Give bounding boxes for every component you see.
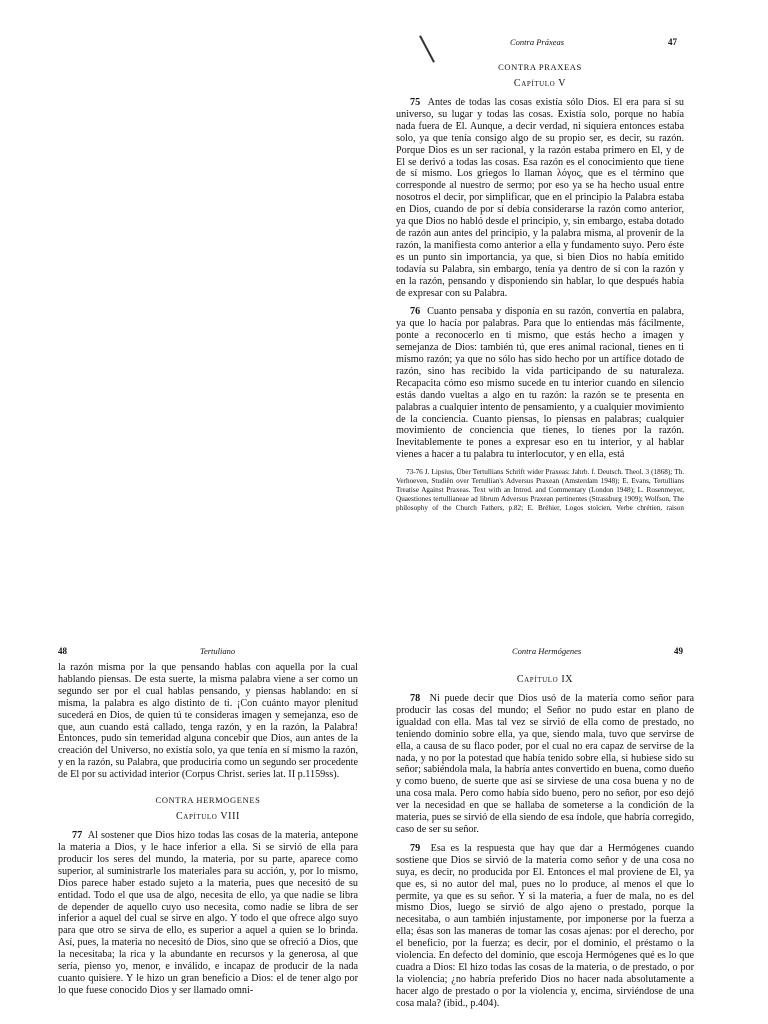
- page-number: 47: [668, 37, 677, 47]
- running-header: Contra Práxeas: [510, 37, 565, 47]
- page-number: 49: [674, 646, 683, 656]
- page-number: 48: [58, 646, 67, 656]
- running-header: Tertuliano: [200, 646, 236, 656]
- paragraph-number: 78: [410, 693, 421, 704]
- paragraph-79: [396, 843, 694, 1010]
- page-47: [384, 0, 768, 512]
- blank-page: [0, 0, 384, 512]
- paragraph-number: 75: [410, 97, 421, 108]
- section-title: CONTRA HERMOGENES: [155, 795, 261, 806]
- paragraph-78: [396, 693, 694, 836]
- page-body: [396, 668, 694, 1017]
- paragraph-number: 77: [72, 830, 83, 842]
- page-body: [396, 62, 684, 522]
- section-title: CONTRA PRAXEAS: [498, 62, 582, 72]
- paragraph-76: [396, 306, 684, 461]
- paragraph-75: [396, 97, 684, 299]
- paragraph-text: Cuanto pensaba y disponía en su razón, convertía en palabra, ya que lo hacía por palabras. Para que lo entiendas más fácilmente, ponte a reconocerlo en ti mismo, que estás hecho a imagen y semejanza de Dios: también tú, que eres animal racional, tienes en ti mismo razón; ya que no sólo has sido hecho por un artífice dotado de razón, sino has recibido la vida participando de su naturaleza. Recapacita cómo eso mismo sucede en tu interior cuando en silencio estás dando vueltas a algo en tu razón: la razón se te presenta en palabras a cualquier intento de pensamiento, y a cualquier movimiento de la conciencia. Cuanto piensas, lo piensas en palabras; cualquier movimiento de conciencia que tienes, lo tienes por la razón. Inevitablemente te pones a expresar eso en tu interior, y al hablar vienes a hacer a tu palabra tu interlocutor, y en ella, está: [396, 306, 684, 461]
- pen-mark: [419, 35, 435, 62]
- chapter-heading: Capítulo V: [513, 78, 567, 89]
- chapter-heading: Capítulo IX: [516, 674, 574, 685]
- paragraph-77: [58, 830, 358, 997]
- continuation-text: la razón misma por la que pensando hablas con aquella por la cual hablando piensas. De esta suerte, la misma palabra viene a ser como un segundo ser por el cual hablas pensando, y piensas hablando: en sí misma, la palabra es algo distinto de ti. ¡Con cuánto mayor plenitud sucederá en Dios, de quien tú te consideras imagen y semejanza, eso de que, aun cuando está callado, tenga razón, y en la razón, la Palabra! Entonces, pudo sin temeridad alguna concebir que Dios, aun antes de la creación del Universo, no existía solo, ya que tenía en sí mismo la razón, y en la razón, su Palabra, que produciría como un segundo ser procedente de El por su actividad interior (Corpus Christ. series lat. II p.1159ss).: [58, 662, 358, 781]
- page-body: [58, 662, 358, 1004]
- page-49: [384, 512, 768, 1024]
- paragraph-number: 79: [410, 842, 421, 854]
- paragraph-number: 76: [410, 306, 421, 318]
- page-48: [0, 512, 384, 1024]
- paragraph-text: Antes de todas las cosas existía sólo Dios. El era para sí su universo, su lugar y todas las cosas. Existía solo, porque no había nada fuera de El. Aunque, a decir verdad, ni siquiera entonces estaba solo, ya que tenía consigo algo de su propio ser, es decir, su razón. Porque Dios es un ser racional, y la razón estaba primero en El, y de El se derivó a todas las cosas. Esa razón es el conocimiento que tiene de sí mismo. Los griegos lo llaman λόγος, que es el término que corresponde al nuestro de sermo; por eso ya se ha hecho usual entre nosotros el decir, por simplificar, que en el principio la Palabra estaba en Dios, cuando de por sí debía considerarse la razón como anterior, ya que Dios no habló desde el principio, y, sin embargo, estaba dotado de razón aun antes del principio, y la palabra misma, al provenir de la razón, la manifiesta como anterior a ella y fundamento suyo. Pero éste es un punto sin importancia, ya que, si bien Dios no había emitido todavía su Palabra, sin embargo, tenía ya dentro de sí con la razón y en la razón, pensando y disponiendo sin hablar, lo que después había de expresar con su Palabra.: [396, 97, 684, 299]
- running-header: Contra Hermógenes: [512, 646, 582, 656]
- paragraph-text: Ni puede decir que Dios usó de la materia como señor para producir las cosas del mundo; el Señor no pudo estar en plano de igualdad con ella. Mas tal vez se sirvió de ella como de prestado, no teniendo dominio sobre ella, ya que, siendo mala, tuvo que servirse de ella, a causa de su flaco poder, por el cual no era capaz de servirse de la nada, y no por la potestad que había tenido sobre ella, si hubiese sido su señor; sabiéndola mala, la habría antes convertido en buena, como dueño y como bueno, de suerte que así se sirviese de una cosa buena y no de una cosa mala. Pero como había sido bueno, pero no señor, por eso dejó ver la necesidad en que se hallaba de someterse a la condición de la materia, pues se sirvió de ella siendo de esa índole, que habría corregido, caso de ser su señor.: [396, 693, 694, 835]
- paragraph-text: Al sostener que Dios hizo todas las cosas de la materia, antepone la materia a Dios, y le hace inferior a ella. Si se sirvió de ella para producir los seres del mundo, la materia, por su parte, aparece como superior, al suministrarle los materiales para su acción, y, por lo mismo, Dios parece haber estado sujeto a la materia, pues que necesitó de su entidad. Todo el que usa de algo, necesita de ello, ya que nadie se libra de depender de aquello cuyo uso necesita, como nadie se libra de ser inferior a aquel del cual se sirve en algo. Y todo el que ofrece algo suyo para que otro se sirva de ello, es superior a aquel a quien se lo brinda. Así, pues, la materia no necesitó de Dios, sino que se ofreció a Dios, que la necesitaba; la rica y la abundante en recursos y la generosa, al que sería, pienso yo, menor, e inválido, e incapaz de producir de la nada cuanto quisiere. Y le hizo un gran beneficio a Dios: el de tener algo por lo que fuese conocido Dios y ser llamado omni-: [58, 830, 359, 996]
- bottom-spread: [0, 512, 768, 1024]
- paragraph-text: Esa es la respuesta que hay que dar a Hermógenes cuando sostiene que Dios se sirvió de la materia como señor y de una cosa no suya, es decir, no producida por El. Entonces el mal proviene de El, ya que es, si no autor del mal, pues no lo produce, al menos el que lo permite, ya que es su señor. Y si la materia, a fuer de mala, no es del mismo Dios, luego se sirvió de algo ajeno o prestado, porque la necesitaba, o aun también injustamente, por imponerse por la fuerza a ella; ésas son las maneras de tomar las cosas ajenas: por el derecho, por el beneficio, por la fuerza; es decir, por el dominio, el préstamo o la violencia. En defecto del dominio, que escoja Hermógenes qué es lo que cuadra a Dios: El hizo todas las cosas de la materia, o de prestado, o por la violencia; ¿no habría preferido Dios no hacer nada absolutamente a hacer algo de prestado o por la violencia y, encima, sirviéndose de una cosa mala? (ibid., p.404).: [396, 842, 694, 1009]
- chapter-heading: Capítulo VIII: [176, 811, 240, 823]
- footnote: 73-76 J. Lipsius, Über Tertullians Schrift wider Praxeas: Jahrb. f. Deutsch. Theol. 3 (1868); Th. Verhoeven, Studiën over Tertullian's Adversus Praxean (Amsterdam 1948); E. Evans, Tertullians Treatise Against Praxeas. Text with an Introd. and Commentary (London 1948); L. Rosenmeyer, Quaestiones tertullianeae ad librum Adversus Praxean pertinentes (Strassburg 1909); Wolfson, The philosophy of the Church Fathers, p.82; E. Bréhier, Logos stoïcien, Verbe chrétien, raison: [396, 468, 684, 513]
